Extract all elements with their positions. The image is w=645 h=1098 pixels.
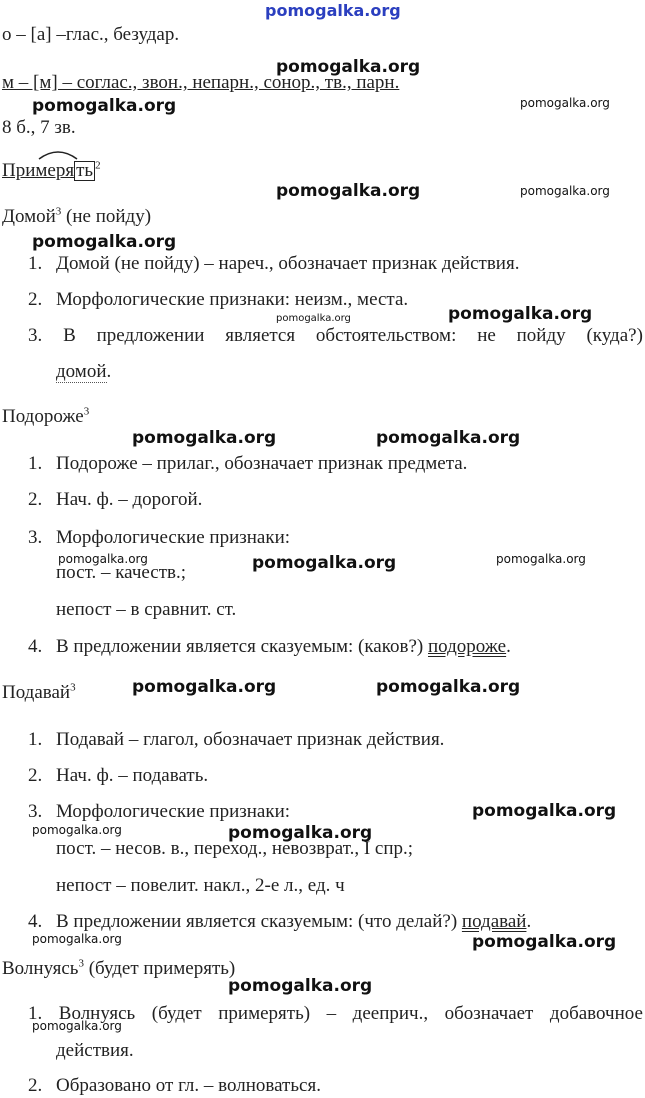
section-heading-domoy xyxy=(2,206,151,228)
list-item: 3. Морфологические признаки: xyxy=(28,527,291,548)
constant-features: пост. – несов. в., переход., невозврат., I спр.; xyxy=(56,838,414,859)
watermark: pomogalka.org xyxy=(228,976,373,996)
list-item: 3. В предложении является обстоятельством: не пойду (куда?) xyxy=(28,325,643,346)
watermark: pomogalka.org xyxy=(32,932,122,946)
watermark: pomogalka.org xyxy=(472,932,617,952)
list-item-continuation: действия. xyxy=(56,1040,134,1061)
heading-superscript: 3 xyxy=(55,205,62,218)
phonetic-line-o: о – [а] –глас., безудар. xyxy=(2,24,180,45)
watermark: pomogalka.org xyxy=(32,823,122,837)
watermark: pomogalka.org xyxy=(32,232,177,252)
watermark: pomogalka.org xyxy=(276,313,351,324)
watermark: pomogalka.org xyxy=(520,96,610,110)
letter-sound-count: 8 б., 7 зв. xyxy=(2,117,76,138)
watermark: pomogalka.org xyxy=(376,428,521,448)
watermark: pomogalka.org xyxy=(32,96,177,116)
watermark: pomogalka.org xyxy=(132,677,277,697)
watermark: pomogalka.org xyxy=(228,823,373,843)
watermark: pomogalka.org xyxy=(252,553,397,573)
word-primeryat xyxy=(2,160,101,182)
watermark: pomogalka.org xyxy=(520,184,610,198)
root-arc-mark xyxy=(38,148,78,160)
ending-box: ть xyxy=(76,160,94,181)
watermark: pomogalka.org xyxy=(32,1019,122,1033)
watermark: pomogalka.org xyxy=(58,552,148,566)
watermark: pomogalka.org xyxy=(448,304,593,324)
watermark: pomogalka.org xyxy=(276,57,421,77)
list-item: 2. Морфологические признаки: неизм., места. xyxy=(28,289,409,310)
list-item: 4. В предложении является сказуемым: (каков?) подороже. xyxy=(28,636,511,657)
watermark: pomogalka.org xyxy=(132,428,277,448)
watermark: pomogalka.org xyxy=(472,801,617,821)
section-heading-volnuyas: Волнуясь$^3$ (будет примерять) xyxy=(2,957,236,979)
list-item: 2. Образовано от гл. – волноваться. xyxy=(28,1075,321,1096)
heading-rest: (не пойду) xyxy=(61,206,152,227)
predicate-word: подавай xyxy=(461,911,527,932)
list-item: 2. Нач. ф. – подавать. xyxy=(28,765,209,786)
section-heading-podavay: Подавай$^3$ xyxy=(2,681,76,703)
word-primeryat-main: Примеря xyxy=(2,160,75,181)
task-superscript: 2 xyxy=(95,159,101,172)
list-item: 4. В предложении является сказуемым: (что делай?) подавай. xyxy=(28,911,532,932)
site-watermark-top[interactable]: pomogalka.org xyxy=(265,1,401,20)
heading-word: Домой xyxy=(2,206,56,227)
predicate-word: подороже xyxy=(427,636,507,657)
list-item: 1. Подавай – глагол, обозначает признак действия. xyxy=(28,729,445,750)
list-item: 1. Волнуясь (будет примерять) – дееприч., обозначает добавочное xyxy=(28,1003,643,1024)
variable-features: непост – в сравнит. ст. xyxy=(56,599,237,620)
list-item: 2. Нач. ф. – дорогой. xyxy=(28,489,203,510)
watermark: pomogalka.org xyxy=(276,181,421,201)
list-item-continuation: домой. xyxy=(56,361,112,382)
section-heading-podorozhe: Подороже$^3$ xyxy=(2,405,90,427)
variable-features: непост – повелит. накл., 2-е л., ед. ч xyxy=(56,875,345,896)
phonetic-line-m: м – [м] – соглас., звон., непарн., сонор., тв., парн. xyxy=(2,72,400,93)
watermark: pomogalka.org xyxy=(376,677,521,697)
list-item: 1. Домой (не пойду) – нареч., обозначает признак действия. xyxy=(28,253,520,274)
adverbial-word: домой xyxy=(56,361,107,382)
constant-features: пост. – качеств.; xyxy=(56,562,187,583)
watermark: pomogalka.org xyxy=(496,552,586,566)
list-item: 3. Морфологические признаки: xyxy=(28,801,291,822)
list-item: 1. Подороже – прилаг., обозначает признак предмета. xyxy=(28,453,468,474)
